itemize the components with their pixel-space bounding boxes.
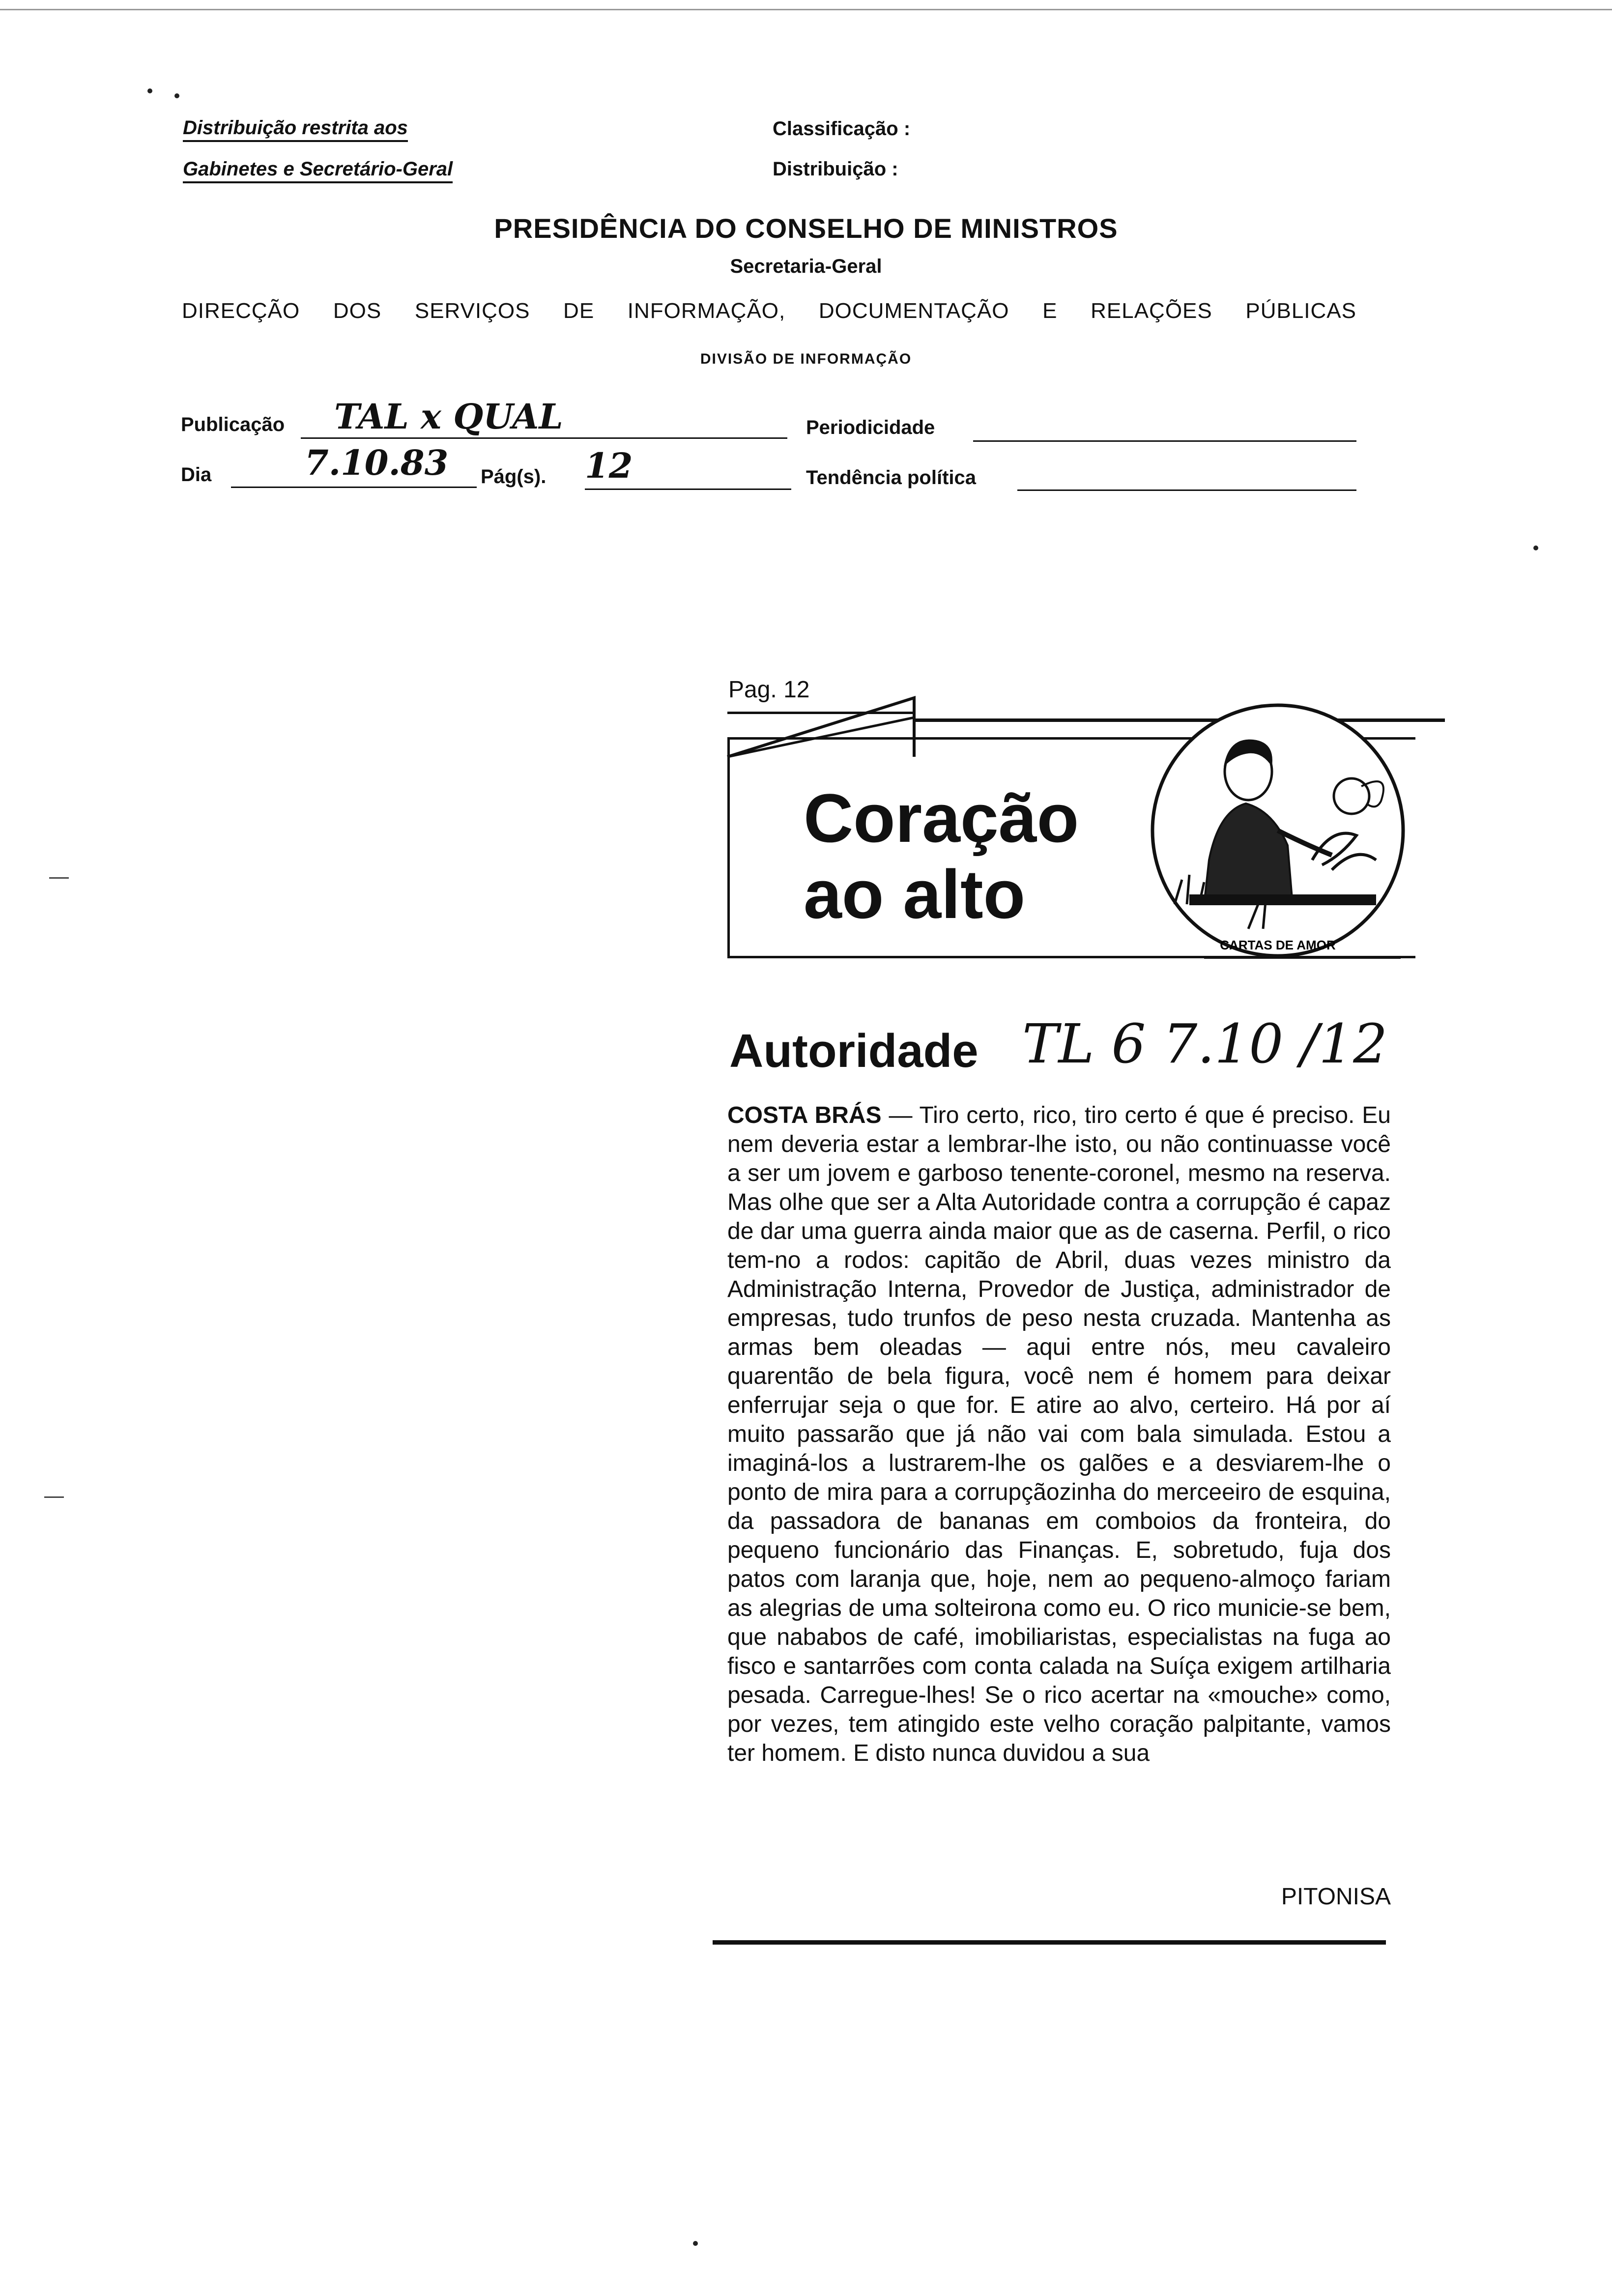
dia-label: Dia bbox=[181, 464, 212, 486]
scan-speck bbox=[1533, 545, 1538, 550]
pags-label: Pág(s). bbox=[481, 466, 547, 488]
page-label: Pag. 12 bbox=[728, 677, 810, 703]
tendencia-label: Tendência política bbox=[806, 467, 976, 488]
publicacao-label: Publicação bbox=[181, 414, 285, 435]
cupid-figure bbox=[1334, 778, 1369, 814]
table-surface bbox=[1189, 894, 1376, 905]
periodicidade-line bbox=[973, 440, 1356, 442]
office-title: PRESIDÊNCIA DO CONSELHO DE MINISTROS bbox=[494, 213, 1118, 244]
header-bottom-rule bbox=[1204, 956, 1401, 959]
pags-line bbox=[585, 488, 791, 490]
scan-mark bbox=[44, 1496, 64, 1498]
office-subtitle: Secretaria-Geral bbox=[730, 256, 882, 277]
distribution-note-line2: Gabinetes e Secretário-Geral bbox=[183, 158, 453, 183]
divisao-line: DIVISÃO DE INFORMAÇÃO bbox=[700, 351, 912, 367]
dia-handwritten-value: 7.10.83 bbox=[305, 442, 449, 483]
periodicidade-label: Periodicidade bbox=[806, 417, 935, 438]
article-body bbox=[727, 1101, 1391, 1768]
scan-speck bbox=[693, 2241, 698, 2246]
column-title-line2: ao alto bbox=[804, 856, 1026, 933]
distribution-note-line1: Distribuição restrita aos bbox=[183, 117, 408, 142]
article-text: — Tiro certo, rico, tiro certo é que é preciso. Eu nem deveria estar a lembrar-lhe isto, ou não continuasse você a ser um jovem e garboso tenente-coronel, mesmo na reserva. Mas olhe que ser a Alta Autoridade contra a corrupção é capaz de dar uma guerra ainda maior que as de caserna. Perfil, o rico tem-no a rodos: capitão de Abril, duas vezes ministro da Administração Interna, Provedor de Justiça, administrador de empresas, tudo trunfos de peso nesta cruzada. Mantenha as armas bem oleadas — aqui entre nós, meu cavaleiro quarentão de bela figura, você nem é homem para deixar enferrujar seja o que for. E atire ao alvo, certeiro. Há por aí muito passarão que já não vai com bala simulada. Estou a imaginá-los a lustrarem-lhe os galões e a desviarem-lhe o ponto de mira para a corrupçãozinha do merceeiro de esquina, da passadora de bananas em comboios da fronteira, do pequeno funcionário das Finanças. E, sobretudo, fuja dos patos com laranja que, hoje, nem ao pequeno-almoço fariam as alegrias de uma solteirona como eu. O rico municie-se bem, que nababos de café, imobiliaristas, especialistas na fuga ao fisco e santarrões com conta calada na Suíça exigem artilharia pesada. Carregue-lhes! Se o rico acertar na «mouche» como, por vezes, tem atingido este velho coração palpitante, vamos ter homem. E disto nunca duvidou a sua bbox=[727, 1102, 1391, 1766]
classificacao-label: Classificação : bbox=[773, 118, 911, 140]
direccao-line: DIRECÇÃO DOS SERVIÇOS DE INFORMAÇÃO, DOCUMENTAÇÃO E RELAÇÕES PÚBLICAS bbox=[182, 299, 1356, 323]
pags-handwritten-value: 12 bbox=[585, 445, 633, 486]
publicacao-line bbox=[301, 437, 787, 439]
cartas-de-amor-illustration bbox=[1145, 698, 1410, 973]
tendencia-line bbox=[1017, 489, 1356, 491]
column-title-line1: Coração bbox=[804, 779, 1079, 857]
article-signature: PITONISA bbox=[1281, 1884, 1391, 1910]
scan-mark bbox=[49, 877, 69, 879]
article-bottom-rule bbox=[713, 1940, 1386, 1945]
article-lead: COSTA BRÁS bbox=[727, 1102, 882, 1128]
illustration-caption: CARTAS DE AMOR bbox=[1220, 938, 1336, 952]
publicacao-handwritten-value: TAL x QUAL bbox=[334, 396, 563, 437]
article-title: Autoridade bbox=[729, 1025, 979, 1077]
dia-line bbox=[231, 487, 477, 488]
distribuicao-label: Distribuição : bbox=[773, 158, 898, 180]
handwritten-reference: TL 6 7.10 /12 bbox=[1022, 1012, 1388, 1075]
scan-speck bbox=[174, 93, 179, 98]
top-scan-rule bbox=[0, 9, 1612, 10]
scan-speck bbox=[147, 88, 152, 93]
